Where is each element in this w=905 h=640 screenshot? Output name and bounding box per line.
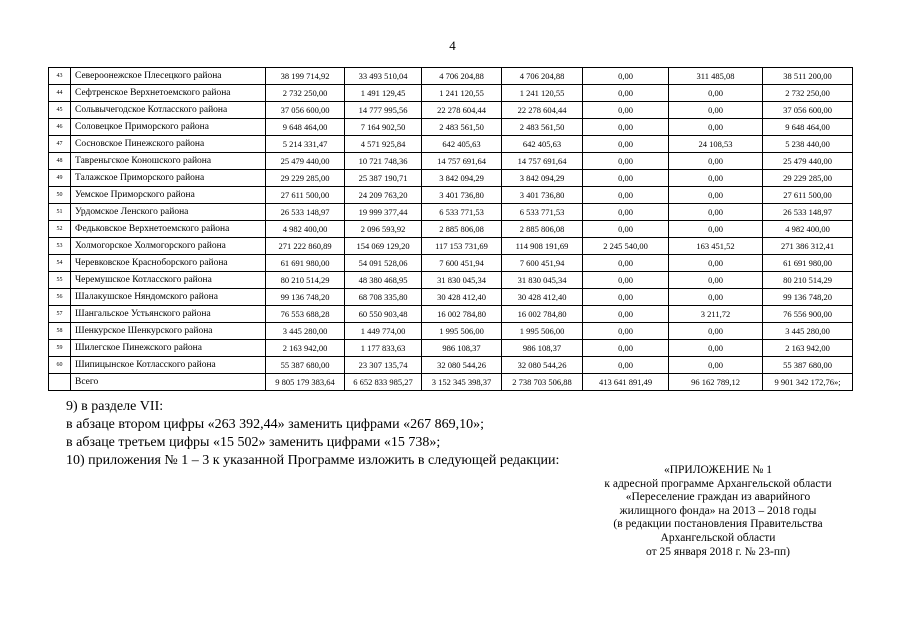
amendment-text (66, 398, 559, 470)
amount-cell: 0,00 (669, 357, 763, 374)
amount-cell: 154 069 129,20 (345, 238, 422, 255)
amount-cell: 0,00 (669, 255, 763, 272)
amount-cell: 80 210 514,29 (763, 272, 853, 289)
amount-cell: 14 757 691,64 (502, 153, 583, 170)
amount-cell: 32 080 544,26 (502, 357, 583, 374)
amount-cell: 0,00 (669, 170, 763, 187)
appendix-line: Архангельской области (660, 531, 776, 544)
amount-cell: 642 405,63 (502, 136, 583, 153)
municipality-cell: Черемушское Котласского района (71, 272, 266, 289)
amount-cell: 0,00 (583, 255, 669, 272)
table-row (49, 85, 853, 102)
municipality-cell: Шалакушское Няндомского района (71, 289, 266, 306)
amount-cell: 271 386 312,41 (763, 238, 853, 255)
municipality-cell: Сосновское Пинежского района (71, 136, 266, 153)
amount-cell: 54 091 528,06 (345, 255, 422, 272)
municipality-cell: Уемское Приморского района (71, 187, 266, 204)
amount-cell: 25 479 440,00 (266, 153, 345, 170)
amount-cell: 33 493 510,04 (345, 68, 422, 85)
amount-cell: 0,00 (669, 221, 763, 238)
amount-cell: 31 830 045,34 (422, 272, 502, 289)
amount-cell: 0,00 (583, 68, 669, 85)
amount-cell: 986 108,37 (422, 340, 502, 357)
amount-cell: 27 611 500,00 (266, 187, 345, 204)
municipality-cell: Шангальское Устьянского района (71, 306, 266, 323)
table-row (49, 153, 853, 170)
table-row (49, 102, 853, 119)
amount-cell: 4 706 204,88 (502, 68, 583, 85)
amount-cell: 0,00 (669, 187, 763, 204)
amount-cell: 4 982 400,00 (763, 221, 853, 238)
amount-cell: 80 210 514,29 (266, 272, 345, 289)
amount-cell: 2 885 806,08 (502, 221, 583, 238)
amount-cell: 3 211,72 (669, 306, 763, 323)
amount-cell: 0,00 (583, 187, 669, 204)
municipality-cell: Североонежское Плесецкого района (71, 68, 266, 85)
relocation-funding-table (48, 67, 853, 391)
amount-cell: 27 611 500,00 (763, 187, 853, 204)
amount-cell: 61 691 980,00 (763, 255, 853, 272)
amount-cell: 6 533 771,53 (422, 204, 502, 221)
row-number-cell: 56 (49, 289, 71, 306)
amount-cell: 32 080 544,26 (422, 357, 502, 374)
amount-cell: 55 387 680,00 (763, 357, 853, 374)
amount-cell: 642 405,63 (422, 136, 502, 153)
amount-cell: 6 533 771,53 (502, 204, 583, 221)
amount-cell: 76 553 688,28 (266, 306, 345, 323)
amount-cell: 26 533 148,97 (266, 204, 345, 221)
amount-cell: 0,00 (583, 170, 669, 187)
amount-cell: 1 995 506,00 (502, 323, 583, 340)
amount-cell: 9 805 179 383,64 (266, 374, 345, 391)
table-row (49, 340, 853, 357)
amount-cell: 3 445 280,00 (763, 323, 853, 340)
appendix-line: жилищного фонда» на 2013 – 2018 годы (619, 504, 817, 517)
amount-cell: 0,00 (583, 119, 669, 136)
amount-cell: 0,00 (583, 136, 669, 153)
amount-cell: 4 982 400,00 (266, 221, 345, 238)
municipality-cell: Соловецкое Приморского района (71, 119, 266, 136)
municipality-cell: Холмогорское Холмогорского района (71, 238, 266, 255)
municipality-cell: Сефтренское Верхнетоемского района (71, 85, 266, 102)
amount-cell: 2 163 942,00 (266, 340, 345, 357)
amount-cell: 3 842 094,29 (422, 170, 502, 187)
table-row (49, 119, 853, 136)
amount-cell: 986 108,37 (502, 340, 583, 357)
municipality-cell: Урдомское Ленского района (71, 204, 266, 221)
amount-cell: 26 533 148,97 (763, 204, 853, 221)
table-row (49, 272, 853, 289)
amount-cell: 96 162 789,12 (669, 374, 763, 391)
amount-cell: 3 842 094,29 (502, 170, 583, 187)
amount-cell: 0,00 (669, 85, 763, 102)
amount-cell: 68 708 335,80 (345, 289, 422, 306)
municipality-cell: Тавреньгское Коношского района (71, 153, 266, 170)
table-row (49, 306, 853, 323)
municipality-cell: Талажское Приморского района (71, 170, 266, 187)
amount-cell: 0,00 (669, 204, 763, 221)
row-number-cell: 58 (49, 323, 71, 340)
table-row (49, 170, 853, 187)
amount-cell: 99 136 748,20 (266, 289, 345, 306)
row-number-cell: 43 (49, 68, 71, 85)
amount-cell: 37 056 600,00 (266, 102, 345, 119)
table-row (49, 357, 853, 374)
row-number-cell: 60 (49, 357, 71, 374)
row-number-cell: 50 (49, 187, 71, 204)
amount-cell: 0,00 (583, 323, 669, 340)
table-row (49, 221, 853, 238)
amendment-line: 9) в разделе VII: (66, 399, 164, 414)
amount-cell: 0,00 (583, 340, 669, 357)
table-row (49, 204, 853, 221)
amount-cell: 29 229 285,00 (266, 170, 345, 187)
amount-cell: 271 222 860,89 (266, 238, 345, 255)
amount-cell: 3 401 736,80 (422, 187, 502, 204)
amount-cell: 413 641 891,49 (583, 374, 669, 391)
amount-cell: 99 136 748,20 (763, 289, 853, 306)
amount-cell: 22 278 604,44 (422, 102, 502, 119)
amount-cell: 2 096 593,92 (345, 221, 422, 238)
amount-cell: 5 214 331,47 (266, 136, 345, 153)
appendix-line: (в редакции постановления Правительства (613, 518, 823, 531)
municipality-cell: Шипицынское Котласского района (71, 357, 266, 374)
amount-cell: 1 995 506,00 (422, 323, 502, 340)
amount-cell: 311 485,08 (669, 68, 763, 85)
amount-cell: 6 652 833 985,27 (345, 374, 422, 391)
row-number-cell: 53 (49, 238, 71, 255)
municipality-cell: Сольвычегодское Котласского района (71, 102, 266, 119)
amount-cell: 0,00 (583, 306, 669, 323)
amount-cell: 117 153 731,69 (422, 238, 502, 255)
amount-cell: 3 401 736,80 (502, 187, 583, 204)
table-row (49, 238, 853, 255)
amount-cell: 0,00 (583, 357, 669, 374)
amount-cell: 7 164 902,50 (345, 119, 422, 136)
amount-cell: 10 721 748,36 (345, 153, 422, 170)
amount-cell: 2 245 540,00 (583, 238, 669, 255)
municipality-cell: Всего (71, 374, 266, 391)
amount-cell: 24 209 763,20 (345, 187, 422, 204)
amount-cell: 2 163 942,00 (763, 340, 853, 357)
municipality-cell: Шилегское Пинежского района (71, 340, 266, 357)
amount-cell: 7 600 451,94 (422, 255, 502, 272)
amendment-line: 10) приложения № 1 – 3 к указанной Программе изложить в следующей редакции: (66, 453, 560, 468)
amount-cell: 38 511 200,00 (763, 68, 853, 85)
amount-cell: 0,00 (583, 289, 669, 306)
amount-cell: 61 691 980,00 (266, 255, 345, 272)
amount-cell: 2 483 561,50 (422, 119, 502, 136)
row-number-cell: 46 (49, 119, 71, 136)
amount-cell: 0,00 (669, 119, 763, 136)
amount-cell: 0,00 (583, 272, 669, 289)
row-number-cell: 45 (49, 102, 71, 119)
total-row (49, 374, 853, 391)
amount-cell: 0,00 (669, 153, 763, 170)
row-number-cell: 52 (49, 221, 71, 238)
appendix-line: «Переселение граждан из аварийного (625, 491, 811, 504)
amount-cell: 0,00 (583, 221, 669, 238)
amount-cell: 0,00 (669, 272, 763, 289)
amount-cell: 25 387 190,71 (345, 170, 422, 187)
page-number: 4 (449, 38, 456, 53)
amount-cell: 2 738 703 506,88 (502, 374, 583, 391)
amount-cell: 9 648 464,00 (763, 119, 853, 136)
row-number-cell: 49 (49, 170, 71, 187)
row-number-cell: 51 (49, 204, 71, 221)
appendix-title: «ПРИЛОЖЕНИЕ № 1 (663, 464, 772, 476)
amount-cell: 38 199 714,92 (266, 68, 345, 85)
amount-cell: 76 556 900,00 (763, 306, 853, 323)
amount-cell: 48 380 468,95 (345, 272, 422, 289)
amount-cell: 60 550 903,48 (345, 306, 422, 323)
amount-cell: 16 002 784,80 (422, 306, 502, 323)
table-row (49, 68, 853, 85)
amount-cell: 19 999 377,44 (345, 204, 422, 221)
row-number-cell: 57 (49, 306, 71, 323)
amount-cell: 4 571 925,84 (345, 136, 422, 153)
amount-cell: 1 177 833,63 (345, 340, 422, 357)
amendment-line: в абзаце втором цифры «263 392,44» заменить цифрами «267 869,10»; (66, 417, 484, 432)
amount-cell: 1 241 120,55 (502, 85, 583, 102)
amount-cell: 37 056 600,00 (763, 102, 853, 119)
amount-cell: 0,00 (669, 289, 763, 306)
amount-cell: 7 600 451,94 (502, 255, 583, 272)
municipality-cell: Федьковское Верхнетоемского района (71, 221, 266, 238)
amount-cell: 0,00 (583, 102, 669, 119)
amount-cell: 29 229 285,00 (763, 170, 853, 187)
amount-cell: 16 002 784,80 (502, 306, 583, 323)
row-number-cell: 59 (49, 340, 71, 357)
amount-cell: 114 908 191,69 (502, 238, 583, 255)
amount-cell: 2 483 561,50 (502, 119, 583, 136)
amount-cell: 0,00 (583, 204, 669, 221)
row-number-cell: 47 (49, 136, 71, 153)
amount-cell: 31 830 045,34 (502, 272, 583, 289)
amount-cell: 4 706 204,88 (422, 68, 502, 85)
amount-cell: 2 732 250,00 (266, 85, 345, 102)
row-number-cell (49, 374, 71, 391)
amount-cell: 0,00 (669, 323, 763, 340)
amount-cell: 25 479 440,00 (763, 153, 853, 170)
row-number-cell: 44 (49, 85, 71, 102)
municipality-cell: Шенкурское Шенкурского района (71, 323, 266, 340)
amount-cell: 163 451,52 (669, 238, 763, 255)
table-row (49, 187, 853, 204)
amount-cell: 30 428 412,40 (422, 289, 502, 306)
amount-cell: 0,00 (583, 85, 669, 102)
municipality-cell: Черевковское Красноборского района (71, 255, 266, 272)
amount-cell: 2 885 806,08 (422, 221, 502, 238)
amount-cell: 30 428 412,40 (502, 289, 583, 306)
amount-cell: 3 152 345 398,37 (422, 374, 502, 391)
appendix-line: от 25 января 2018 г. № 23-пп) (646, 545, 790, 558)
table-row (49, 255, 853, 272)
amount-cell: 23 307 135,74 (345, 357, 422, 374)
amount-cell: 55 387 680,00 (266, 357, 345, 374)
amount-cell: 2 732 250,00 (763, 85, 853, 102)
appendix-header (568, 464, 868, 559)
amount-cell: 22 278 604,44 (502, 102, 583, 119)
amount-cell: 14 777 995,56 (345, 102, 422, 119)
amount-cell: 9 648 464,00 (266, 119, 345, 136)
table-row (49, 289, 853, 306)
amendment-line: в абзаце третьем цифры «15 502» заменить цифрами «15 738»; (66, 435, 441, 450)
amount-cell: 1 491 129,45 (345, 85, 422, 102)
amount-cell: 0,00 (669, 340, 763, 357)
row-number-cell: 48 (49, 153, 71, 170)
amount-cell: 1 449 774,00 (345, 323, 422, 340)
table-row (49, 136, 853, 153)
row-number-cell: 55 (49, 272, 71, 289)
table-row (49, 323, 853, 340)
appendix-line: к адресной программе Архангельской области (604, 477, 832, 490)
amount-cell: 5 238 440,00 (763, 136, 853, 153)
amount-cell: 24 108,53 (669, 136, 763, 153)
amount-cell: 0,00 (583, 153, 669, 170)
amount-cell: 14 757 691,64 (422, 153, 502, 170)
row-number-cell: 54 (49, 255, 71, 272)
amount-cell: 3 445 280,00 (266, 323, 345, 340)
amount-cell: 0,00 (669, 102, 763, 119)
amount-cell: 9 901 342 172,76»; (763, 374, 853, 391)
amount-cell: 1 241 120,55 (422, 85, 502, 102)
